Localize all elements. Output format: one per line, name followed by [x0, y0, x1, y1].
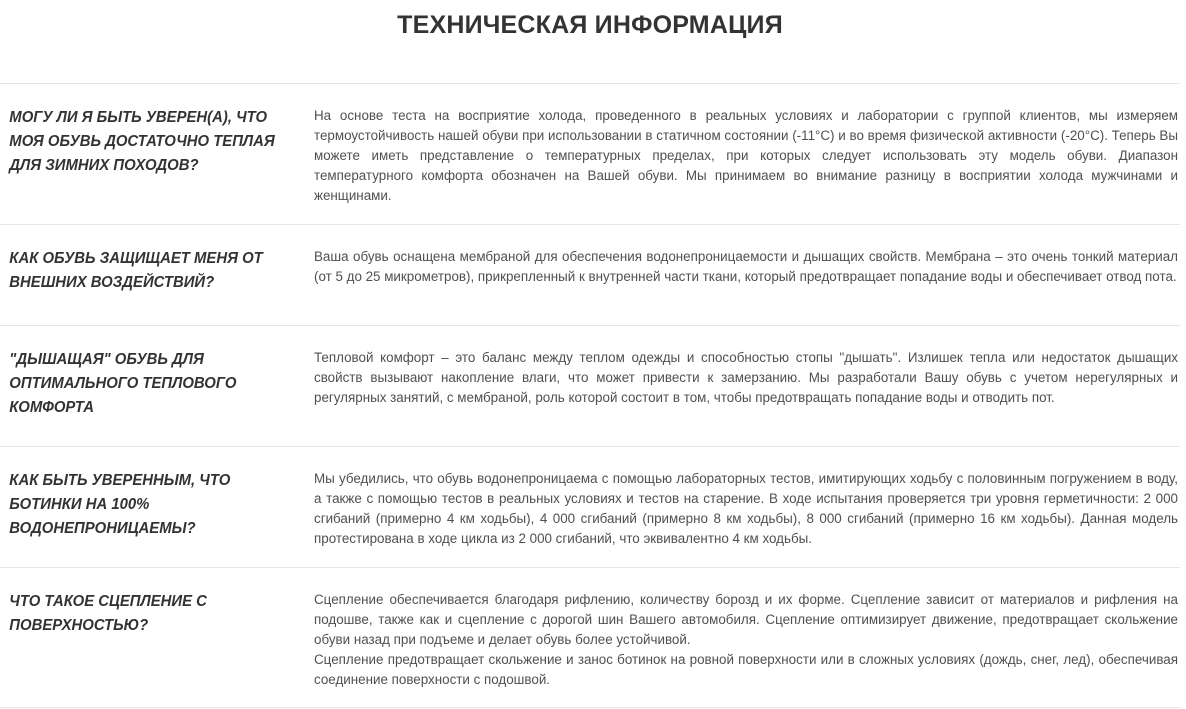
- faq-answer-paragraph: Тепловой комфорт – это баланс между теплом одежды и способностью стопы "дышать". Излишек тепла или недостаток дышащих свойств вызывают накопление влаги, что может привести к замерзанию. Мы разработали Вашу обувь с учетом нерегулярных и регулярных занятий, с мембраной, роль которой состоит в том, чтобы предотвращать попадание воды и отводить пот.: [314, 350, 1178, 405]
- faq-list: [0, 83, 1180, 708]
- faq-answer: [308, 590, 1180, 707]
- faq-answer: [308, 106, 1180, 224]
- faq-answer: [308, 469, 1180, 567]
- faq-question: ЧТО ТАКОЕ СЦЕПЛЕНИЕ С ПОВЕРХНОСТЬЮ?: [9, 593, 207, 634]
- page-title: ТЕХНИЧЕСКАЯ ИНФОРМАЦИЯ: [397, 11, 783, 39]
- faq-answer: [308, 348, 1180, 446]
- faq-question: КАК БЫТЬ УВЕРЕННЫМ, ЧТО БОТИНКИ НА 100% ВОДОНЕПРОНИЦАЕМЫ?: [9, 472, 231, 537]
- faq-answer-paragraph: Сцепление предотвращает скольжение и занос ботинок на ровной поверхности или в сложных условиях (дождь, снег, лед), обеспечивая соединение поверхности с подошвой.: [314, 652, 1178, 687]
- faq-answer: [308, 247, 1180, 325]
- faq-item: [0, 446, 1180, 567]
- faq-answer-paragraph: Мы убедились, что обувь водонепроницаема с помощью лабораторных тестов, имитирующих ходьбу с половинным погружением в воду, а также с помощью тестов в реальных условиях и тестов на старение. В ходе испытания проверяется три уровня герметичности: 2 000 сгибаний (примерно 4 км ходьбы), 4 000 сгибаний (примерно 8 км ходьбы), 8 000 сгибаний (примерно 16 км ходьбы). Данная модель протестирована в ходе цикла из 2 000 сгибаний, что эквивалентно 4 км ходьбы.: [314, 471, 1178, 546]
- faq-answer-paragraph: Сцепление обеспечивается благодаря рифлению, количеству борозд и их форме. Сцепление зависит от материалов и рифления на подошве, также как и сцепление с дорогой шин Вашего автомобиля. Сцепление оптимизирует движение, предотвращает скольжение обуви назад при подъеме и делает обувь более устойчивой.: [314, 592, 1178, 647]
- faq-question: МОГУ ЛИ Я БЫТЬ УВЕРЕН(А), ЧТО МОЯ ОБУВЬ ДОСТАТОЧНО ТЕПЛАЯ ДЛЯ ЗИМНИХ ПОХОДОВ?: [9, 109, 275, 174]
- faq-item: [0, 567, 1180, 708]
- faq-answer-paragraph: На основе теста на восприятие холода, проведенного в реальных условиях и лаборатории с группой клиентов, мы измеряем термоустойчивость нашей обуви при использовании в статичном состоянии (-11°C) и во время физической активности (-20°C). Теперь Вы можете иметь представление о температурных пределах, при которых следует использовать эту модель обуви. Диапазон температурного комфорта обозначен на Вашей обуви. Мы принимаем во внимание разницу в восприятии холода мужчинами и женщинами.: [314, 108, 1178, 203]
- faq-question: "ДЫШАЩАЯ" ОБУВЬ ДЛЯ ОПТИМАЛЬНОГО ТЕПЛОВОГО КОМФОРТА: [9, 351, 237, 416]
- faq-answer-paragraph: Ваша обувь оснащена мембраной для обеспечения водонепроницаемости и дышащих свойств. Мембрана – это очень тонкий материал (от 5 до 25 микрометров), прикрепленный к внутренней части ткани, который предотвращает попадание воды и обеспечивает отвод пота.: [314, 249, 1178, 284]
- faq-item: [0, 325, 1180, 446]
- faq-item: [0, 224, 1180, 325]
- faq-item: [0, 83, 1180, 224]
- faq-question: КАК ОБУВЬ ЗАЩИЩАЕТ МЕНЯ ОТ ВНЕШНИХ ВОЗДЕЙСТВИЙ?: [9, 250, 263, 291]
